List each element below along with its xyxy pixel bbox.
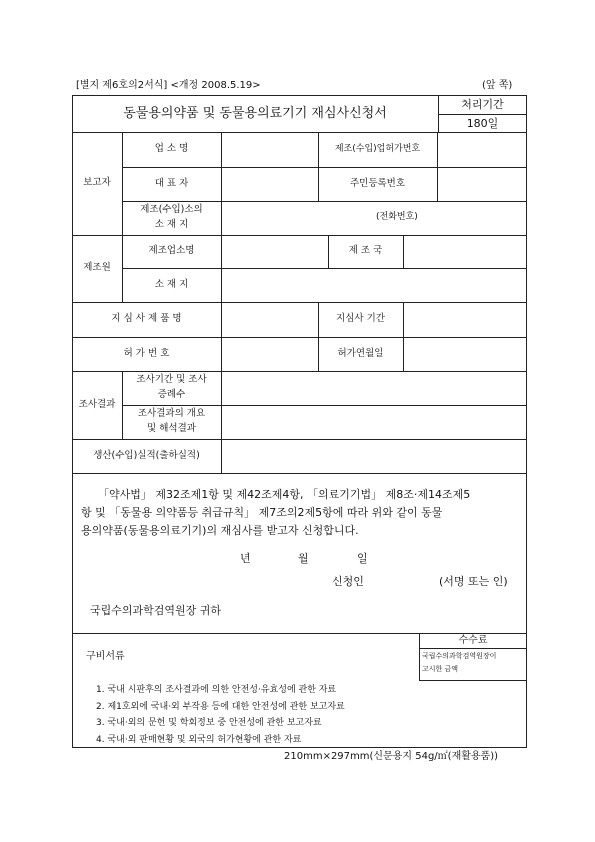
applicant-label: 신청인 xyxy=(332,575,364,588)
manufacturer-address-field[interactable] xyxy=(222,269,526,301)
factory-address-label-line2: 소 재 지 xyxy=(154,219,189,230)
fee-line-2: 고시한 금액 xyxy=(422,665,459,673)
resident-number-field[interactable] xyxy=(438,168,526,200)
statement-line-2: 항 및 「동물용 의약품등 취급규칙」 제7조의2제5항에 따라 위와 같이 동물 xyxy=(81,506,443,519)
recipient-label: 국립수의과학검역원장 귀하 xyxy=(90,604,222,617)
product-name-label: 지 심 사 제 품 명 xyxy=(111,313,182,325)
processing-period-label: 처리기간 xyxy=(461,98,504,112)
license-no-field[interactable] xyxy=(222,338,317,370)
survey-period-label xyxy=(122,371,221,405)
paper-spec: 210mm×297mm(신문용지 54g/㎡(재활용품)) xyxy=(284,751,499,762)
required-documents-label: 구비서류 xyxy=(86,651,125,662)
fee-label: 수수료 xyxy=(458,635,488,647)
representative-field[interactable] xyxy=(222,168,317,200)
manufacturer-name-label: 제조업소명 xyxy=(148,245,195,257)
survey-summary-label-line2: 및 해석결과 xyxy=(147,423,196,434)
license-number-label: 제조(수입)업허가번호 xyxy=(334,143,421,154)
business-name-label: 업 소 명 xyxy=(154,143,189,155)
survey-summary-label xyxy=(122,405,221,439)
review-period-label: 지심사 기간 xyxy=(336,313,385,325)
license-number-field[interactable] xyxy=(438,133,526,166)
manufacturer-country-field[interactable] xyxy=(404,236,526,267)
survey-period-label-line1: 조사기간 및 조사 xyxy=(136,374,207,386)
reporter-section-label: 보고자 xyxy=(83,177,111,189)
document-item-4: 4. 국내·외 판매현황 및 외국의 허가현황에 관한 자료 xyxy=(96,735,302,745)
date-year-label: 년 xyxy=(240,552,251,565)
statement-line-3: 용의약품(동물용의료기기)의 재심사를 받고자 신청합니다. xyxy=(81,524,359,537)
manufacturer-address-label: 소 재 지 xyxy=(154,278,189,290)
document-item-2: 2. 제1호외에 국내·외 부작용 등에 대한 안전성에 관한 보고자료 xyxy=(96,702,345,712)
manufacturer-section-label: 제조원 xyxy=(83,262,111,274)
resident-number-label: 주민등록번호 xyxy=(349,177,406,189)
license-no-label: 허 가 번 호 xyxy=(123,347,170,359)
page-side-label: (앞 쪽) xyxy=(482,80,513,91)
survey-section-label: 조사결과 xyxy=(78,398,116,410)
date-month-label: 월 xyxy=(298,552,309,565)
manufacturer-country-label: 제 조 국 xyxy=(348,245,383,257)
factory-address-label xyxy=(122,201,221,235)
form-number: [별지 제6호의2서식] <개정 2008.5.19> xyxy=(76,80,261,91)
manufacturer-name-field[interactable] xyxy=(222,236,327,267)
survey-period-field[interactable] xyxy=(222,372,526,404)
survey-period-label-line2: 증례수 xyxy=(157,389,186,400)
business-name-field[interactable] xyxy=(222,133,317,166)
processing-period-value: 180일 xyxy=(466,116,499,130)
statement-line-1: 「약사법」 제32조제1항 및 제42조제4항, 「의료기기법」 제8조·제14조제5 xyxy=(98,488,471,501)
production-record-field[interactable] xyxy=(222,440,526,472)
form-title: 동물용의약품 및 동물용의료기기 재심사신청서 xyxy=(123,105,387,121)
product-name-field[interactable] xyxy=(222,303,317,336)
representative-label: 대 표 자 xyxy=(154,177,189,189)
review-period-field[interactable] xyxy=(404,303,526,336)
fee-line-1: 국립수의과학검역원장이 xyxy=(422,652,497,660)
phone-number-label: (전화번호) xyxy=(376,212,418,222)
date-day-label: 일 xyxy=(357,552,368,565)
survey-summary-label-line1: 조사결과의 개요 xyxy=(137,408,206,420)
document-item-3: 3. 국내·외의 문헌 및 학회정보 중 안전성에 관한 보고자료 xyxy=(96,718,322,728)
factory-address-label-line1: 제조(수입)소의 xyxy=(140,204,203,216)
license-date-field[interactable] xyxy=(404,338,526,370)
document-item-1: 1. 국내 시판후의 조사결과에 의한 안전성·유효성에 관한 자료 xyxy=(96,685,337,695)
factory-address-field[interactable] xyxy=(222,202,526,234)
production-record-label: 생산(수입)실적(출하실적) xyxy=(93,449,200,461)
license-date-label: 허가연월일 xyxy=(337,347,384,359)
signature-note: (서명 또는 인) xyxy=(439,575,508,588)
divider xyxy=(72,473,527,474)
survey-summary-field[interactable] xyxy=(222,406,526,438)
